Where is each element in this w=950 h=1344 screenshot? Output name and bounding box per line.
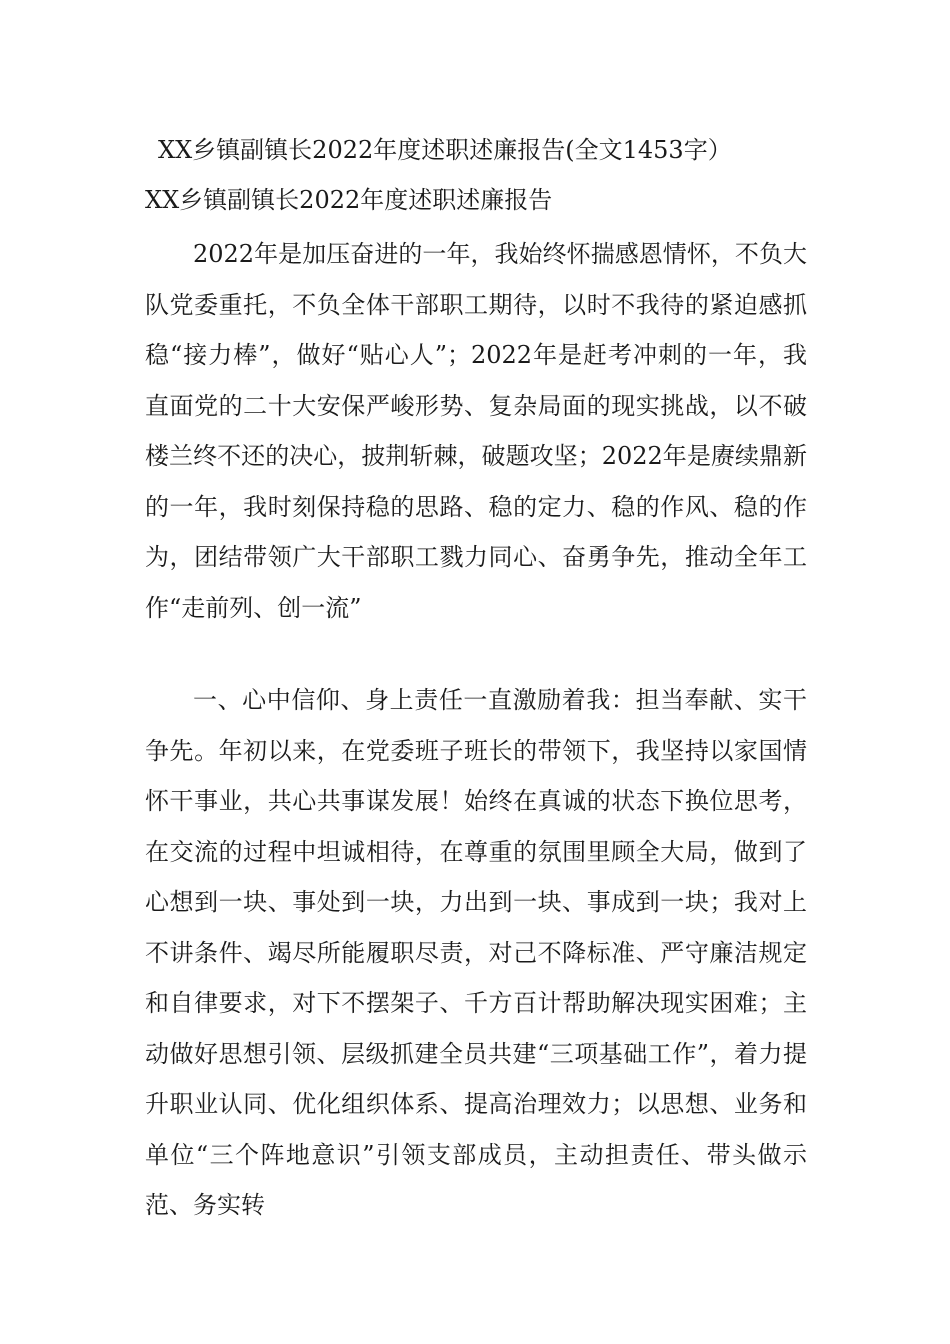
document-subtitle: XX乡镇副镇长2022年度述职述廉报告 — [145, 186, 553, 214]
paragraph-intro: 2022年是加压奋进的一年，我始终怀揣感恩情怀，不负大队党委重托，不负全体干部职工期待，以时不我待的紧迫感抓稳“接力棒”，做好“贴心人”；2022年是赶考冲刺的一年，我直面党的二十大安保严峻形势、复杂局面的现实挑战，以不破楼兰终不还的决心，披荆斩棘，破题攻坚；2022年是赓续鼎新的一年，我时刻保持稳的思路、稳的定力、稳的作风、稳的作为，团结带领广大干部职工戮力同心、奋勇争先，推动全年工作“走前列、创一流” — [145, 240, 807, 622]
document-title: XX乡镇副镇长2022年度述职述廉报告(全文1453字） — [158, 136, 732, 164]
paragraph-section-one: 一、心中信仰、身上责任一直激励着我：担当奉献、实干争先。年初以来，在党委班子班长的带领下，我坚持以家国情怀干事业，共心共事谋发展！始终在真诚的状态下换位思考，在交流的过程中坦诚相待，在尊重的氛围里顾全大局，做到了心想到一块、事处到一块，力出到一块、事成到一块；我对上不讲条件、竭尽所能履职尽责，对己不降标准、严守廉洁规定和自律要求，对下不摆架子、千方百计帮助解决现实困难；主动做好思想引领、层级抓建全员共建“三项基础工作”，着力提升职业认同、优化组织体系、提高治理效力；以思想、业务和单位“三个阵地意识”引领支部成员，主动担责任、带头做示范、务实转 — [145, 686, 807, 1219]
